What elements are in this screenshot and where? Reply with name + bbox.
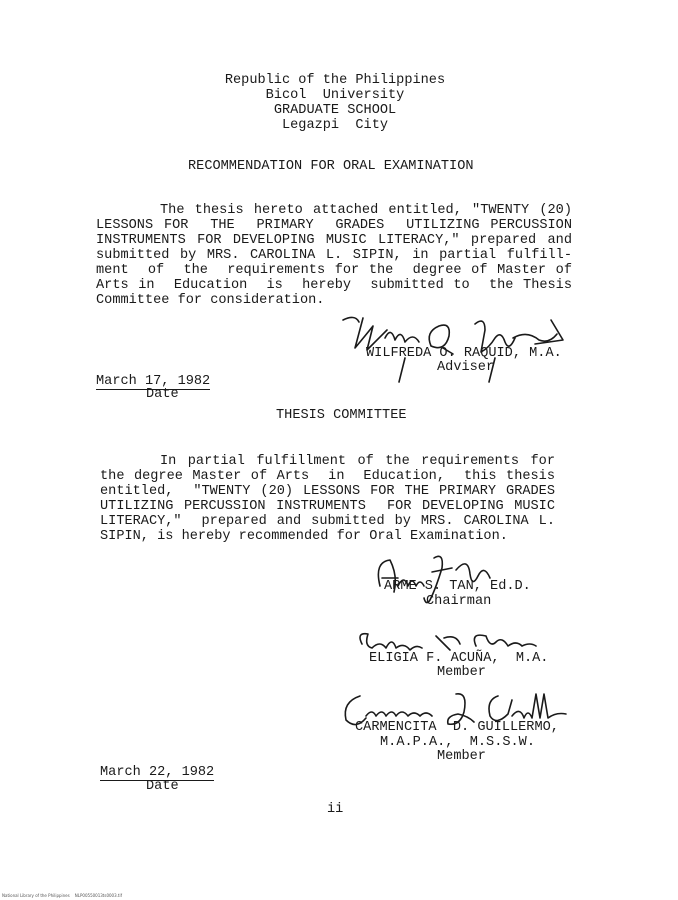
adviser-role: Adviser xyxy=(437,360,495,375)
header-republic: Republic of the Philippines xyxy=(224,73,446,88)
committee-heading: THESIS COMMITTEE xyxy=(276,408,407,423)
header-graduate-school: GRADUATE SCHOOL xyxy=(273,103,397,118)
member2-role: Member xyxy=(437,749,486,764)
paragraph2-line: UTILIZING PERCUSSION INSTRUMENTS FOR DEVELOPING MUSIC xyxy=(100,499,555,514)
adviser-signature-strokes xyxy=(487,356,499,386)
paragraph1-line: Arts in Education is hereby submitted to the Thesis xyxy=(96,278,572,293)
adviser-name: WILFREDA O. RAQUID, M.A. xyxy=(366,346,562,361)
date1-label: Date xyxy=(146,387,179,402)
member2-name: CARMENCITA D. GUILLERMO, xyxy=(355,720,559,735)
member2-degrees: M.A.P.A., M.S.S.W. xyxy=(380,735,535,750)
paragraph1-line: ment of the requirements for the degree of Master of xyxy=(96,263,572,278)
page-number: ii xyxy=(327,802,344,817)
header-city: Legazpi City xyxy=(281,118,389,133)
date1-value: March 17, 1982 xyxy=(96,374,211,389)
paragraph1-line: LESSONS FOR THE PRIMARY GRADES UTILIZING PERCUSSION xyxy=(96,218,572,233)
paragraph1-line: The thesis hereto attached entitled, "TWENTY (20) xyxy=(160,203,572,218)
member1-name: ELIGIA F. ACUÑA, M.A. xyxy=(369,651,549,666)
footer-note: National Library of the Philippines NLP00550013ts0003.tif xyxy=(2,893,122,898)
header-university: Bicol University xyxy=(265,88,405,103)
date2-value: March 22, 1982 xyxy=(100,765,215,780)
paragraph2-line: In partial fulfillment of the requirements for xyxy=(160,454,555,469)
paragraph1-line: Committee for consideration. xyxy=(96,293,325,308)
paragraph2-line: entitled, "TWENTY (20) LESSONS FOR THE PRIMARY GRADES xyxy=(100,484,555,499)
adviser-signature-strokes xyxy=(397,356,409,386)
chairman-role: Chairman xyxy=(426,594,492,609)
date2-label: Date xyxy=(146,779,179,794)
page-title: RECOMMENDATION FOR ORAL EXAMINATION xyxy=(188,159,474,174)
paragraph2-line: LITERACY," prepared and submitted by MRS. CAROLINA L. xyxy=(100,514,555,529)
chairman-name: ARME S. TAN, Ed.D. xyxy=(384,579,531,594)
paragraph1-line: INSTRUMENTS FOR DEVELOPING MUSIC LITERACY," prepared and xyxy=(96,233,572,248)
paragraph2-line: SIPIN, is hereby recommended for Oral Examination. xyxy=(100,529,508,544)
member1-role: Member xyxy=(437,665,486,680)
paragraph1-line: submitted by MRS. CAROLINA L. SIPIN, in partial fulfill- xyxy=(96,248,572,263)
paragraph2-line: the degree Master of Arts in Education, this thesis xyxy=(100,469,555,484)
